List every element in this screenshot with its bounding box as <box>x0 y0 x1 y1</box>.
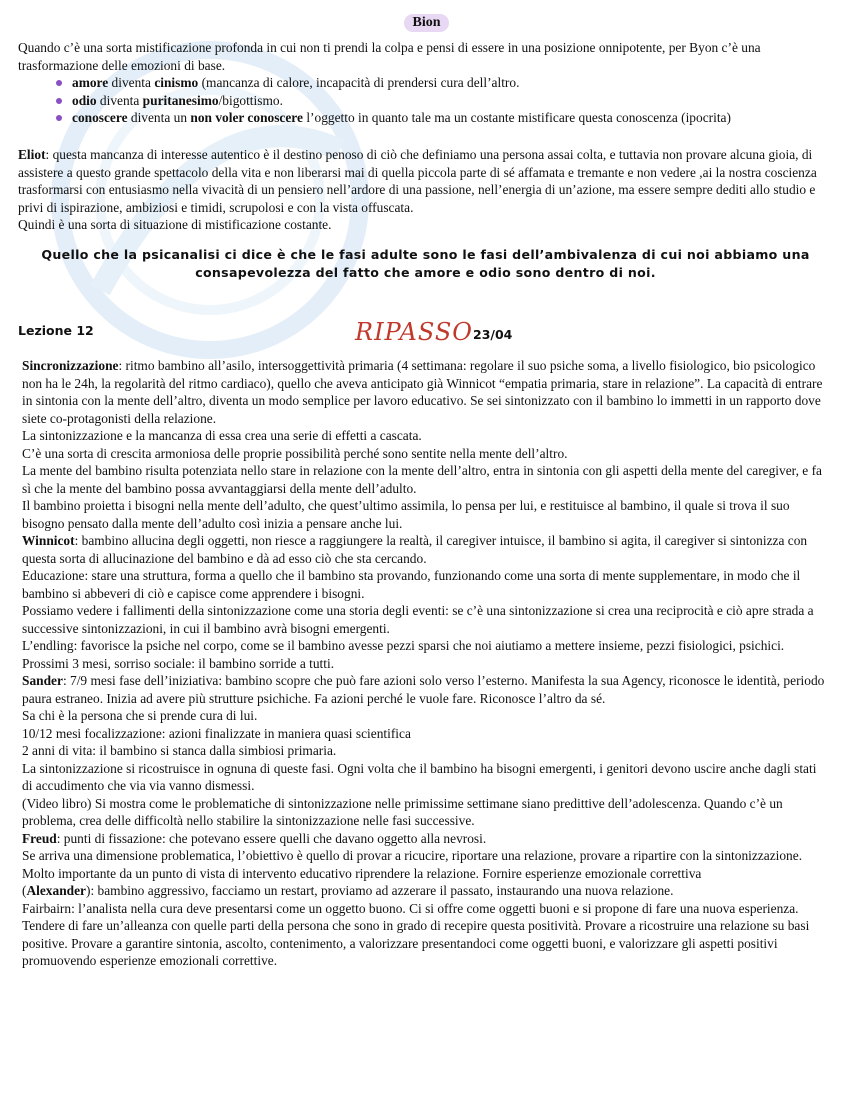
paragraph: 10/12 mesi focalizzazione: azioni finalizzate in maniera quasi scientifica <box>22 725 411 741</box>
page-title: Bion <box>404 14 448 32</box>
eliot-conclusion: Quindi è una sorta di situazione di mistificazione costante. <box>18 217 332 232</box>
paragraph <box>22 357 830 427</box>
list-item <box>56 109 838 127</box>
paragraph-text: : punti di fissazione: che potevano essere quelli che davano oggetto alla nevrosi. <box>56 830 487 846</box>
list-item <box>56 74 838 92</box>
keyword: Freud <box>22 830 57 846</box>
paragraph: Il bambino proietta i bisogni nella mente dell’adulto, che quest’ultimo assimila, lo pensa per lui, e restituisce al bambino, il quale si trova il suo bisogno pensato dalla mente dell’adulto così inizia a pensare anche lui. <box>22 498 790 531</box>
paragraph-text: : 7/9 mesi fase dell’iniziativa: bambino scopre che può fare azioni solo verso l’esterno. Manifesta la sua Agency, riconosce le identità, periodo paura estraneo. Inizia ad avere più strutture psichiche. Fa azioni perché le vuole fare. Riconosce l’altro da sé. <box>22 673 825 706</box>
paragraph: Sa chi è la persona che si prende cura di lui. <box>22 708 258 723</box>
connector: diventa <box>108 75 155 90</box>
term: odio <box>72 92 97 108</box>
bion-section <box>18 39 838 127</box>
description: /bigottismo. <box>218 92 283 108</box>
section-heading: RIPASSO <box>355 318 473 346</box>
keyword: Sincronizzazione <box>22 358 119 373</box>
bion-intro: Quando c’è una sorta mistificazione profonda in cui non ti prendi la colpa e pensi di essere in una posizione onnipotente, per Byon c’è una trasformazione delle emozioni di base. <box>18 40 761 73</box>
paragraph <box>22 532 830 567</box>
paragraph-text: ): bambino aggressivo, facciamo un restart, proviamo ad azzerare il passato, instaurando una nuova relazione. <box>85 883 674 898</box>
paragraph: La sintonizzazione si ricostruisce in ognuna di queste fasi. Ogni volta che il bambino ha bisogni emergenti, i genitori devono uscire anche dagli stati di accudimento che via via vanno dismessi. <box>22 760 817 793</box>
connector: diventa <box>96 92 143 108</box>
paragraph <box>22 830 830 848</box>
paragraph <box>22 882 830 900</box>
paragraph: 2 anni di vita: il bambino si stanca dalla simbiosi primaria. <box>22 743 337 758</box>
paragraph: Prossimi 3 mesi, sorriso sociale: il bambino sorride a tutti. <box>22 655 335 671</box>
paragraph: Fairbairn: l’analista nella cura deve presentarsi come un oggetto buono. Ci si offre come oggetti buoni e si propone di fare una nuova esperienza. Tendere di fare un’alleanza con quelle parti della persona che sono in grado di recepire questa positività. Provare a ricostruire una relazione su basi positive. Provare a garantire sintonia, ascolto, contenimento, a valorizzare presentandoci come oggetti buoni, e valorizzare gli aspetti positivi promuovendo esperienze emozionali correttive. <box>22 900 810 968</box>
bion-list <box>18 74 838 127</box>
connector: diventa un <box>127 110 191 125</box>
author-name: Eliot <box>18 147 46 162</box>
paragraph: La mente del bambino risulta potenziata nello stare in relazione con la mente dell’altro, entra in sintonia con gli aspetti della mente del caregiver, e fa sì che la mente del bambino possa avvantaggiarsi della mente dell’adulto. <box>22 463 822 496</box>
term: conoscere <box>72 110 128 125</box>
paragraph: Possiamo vedere i fallimenti della sintonizzazione come una storia degli eventi: se c’è una sintonizzazione si crea una reciprocità e ciò apre strada a successive sintonizzazioni, in cui il bambino avrà bisogni emergenti. <box>22 603 814 636</box>
term: amore <box>72 75 109 90</box>
paragraph: Molto importante da un punto di vista di intervento educativo riprendere la relazione. Fornire esperienze emozionale correttiva <box>22 865 702 881</box>
paragraph: (Video libro) Si mostra come le problematiche di sintonizzazione nelle primissime settimane siano predittive dell’adolescenza. Quando c’è un problema, crea delle difficoltà nello stabilire la sintonizzazione nelle fasi successive. <box>22 795 783 828</box>
list-item <box>56 92 838 110</box>
paren: ( <box>22 883 27 898</box>
paragraph-text: : ritmo bambino all’asilo, intersoggettività primaria (4 settimana: regolare il suo psiche soma, a livello fisiologico, bio psicologico non ha le 24h, la regolarità del ritmo cardiaco), quello che aveva anticipato già Winnicot “empatia primaria, stare in relazione”. La capacità di entrare in sintonia con la mente dell’altro, diventa un modo semplice per lavoro educativo. Se sei sintonizzato con il bambino lo immetti in un rapporto dove siete co-protagonisti della relazione. <box>22 358 823 426</box>
eliot-text: : questa mancanza di interesse autentico è il destino penoso di ciò che definiamo una persona assai colta, e tuttavia non provare alcuna gioia, di assistere a questo grande spettacolo della vita e non liberarsi mai di quella piccola parte di sé affamata e tremante e non vedere ,ai la nostra coscienza trasformarsi con entusiasmo nella vivacità di un pensiero nell’ardore di una passione, nell’energia di un’azione, ma essere sempre dediti allo studio e privi di ispirazione, ambiziosi e timidi, scrupolosi e con la vista offuscata. <box>18 147 817 215</box>
paragraph: C’è una sorta di crescita armoniosa delle proprie possibilità perché sono sentite nella mente dell’altro. <box>22 445 568 461</box>
eliot-section <box>18 146 833 234</box>
paragraph <box>22 672 830 707</box>
highlight-quote: Quello che la psicanalisi ci dice è che le fasi adulte sono le fasi dell’ambivalenza di cui noi abbiamo una consapevolezza del fatto che amore e odio sono dentro di noi. <box>41 247 810 280</box>
keyword: Winnicot <box>22 533 75 548</box>
paragraph: L’endling: favorisce la psiche nel corpo, come se il bambino avesse pezzi sparsi che noi aiutiamo a mettere insieme, pezzi fisiologici, psichici. <box>22 638 785 653</box>
review-section <box>22 357 830 970</box>
paragraph: Educazione: stare una struttura, forma a quello che il bambino sta provando, funzionando come una sorta di mente supplementare, in modo che il bambino si abbeveri di ciò e capisce come apprendere i bisogni. <box>22 568 801 601</box>
paragraph: Se arriva una dimensione problematica, l’obiettivo è quello di provar a ricucire, riportare una relazione, provare a ripartire con la sintonizzazione. <box>22 848 803 863</box>
description: (mancanza di calore, incapacità di prendersi cura dell’altro. <box>198 75 520 90</box>
eliot-paragraph <box>18 146 833 216</box>
description: l’oggetto in quanto tale ma un costante mistificare questa conoscenza (ipocrita) <box>302 110 731 125</box>
keyword: Sander <box>22 673 63 688</box>
lesson-label: Lezione 12 <box>18 323 94 338</box>
term: cinismo <box>154 75 199 90</box>
paragraph: La sintonizzazione e la mancanza di essa crea una serie di effetti a cascata. <box>22 428 422 443</box>
term: non voler conoscere <box>190 110 303 125</box>
paragraph-text: : bambino allucina degli oggetti, non riesce a raggiungere la realtà, il caregiver intuisce, il bambino si agita, il caregiver si sintonizza con questa sorta di allucinazione del bambino e dà ad esso ciò che sta cercando. <box>22 533 808 566</box>
lesson-date: 23/04 <box>473 327 513 342</box>
term: puritanesimo <box>142 92 219 108</box>
keyword: Alexander <box>26 883 86 898</box>
